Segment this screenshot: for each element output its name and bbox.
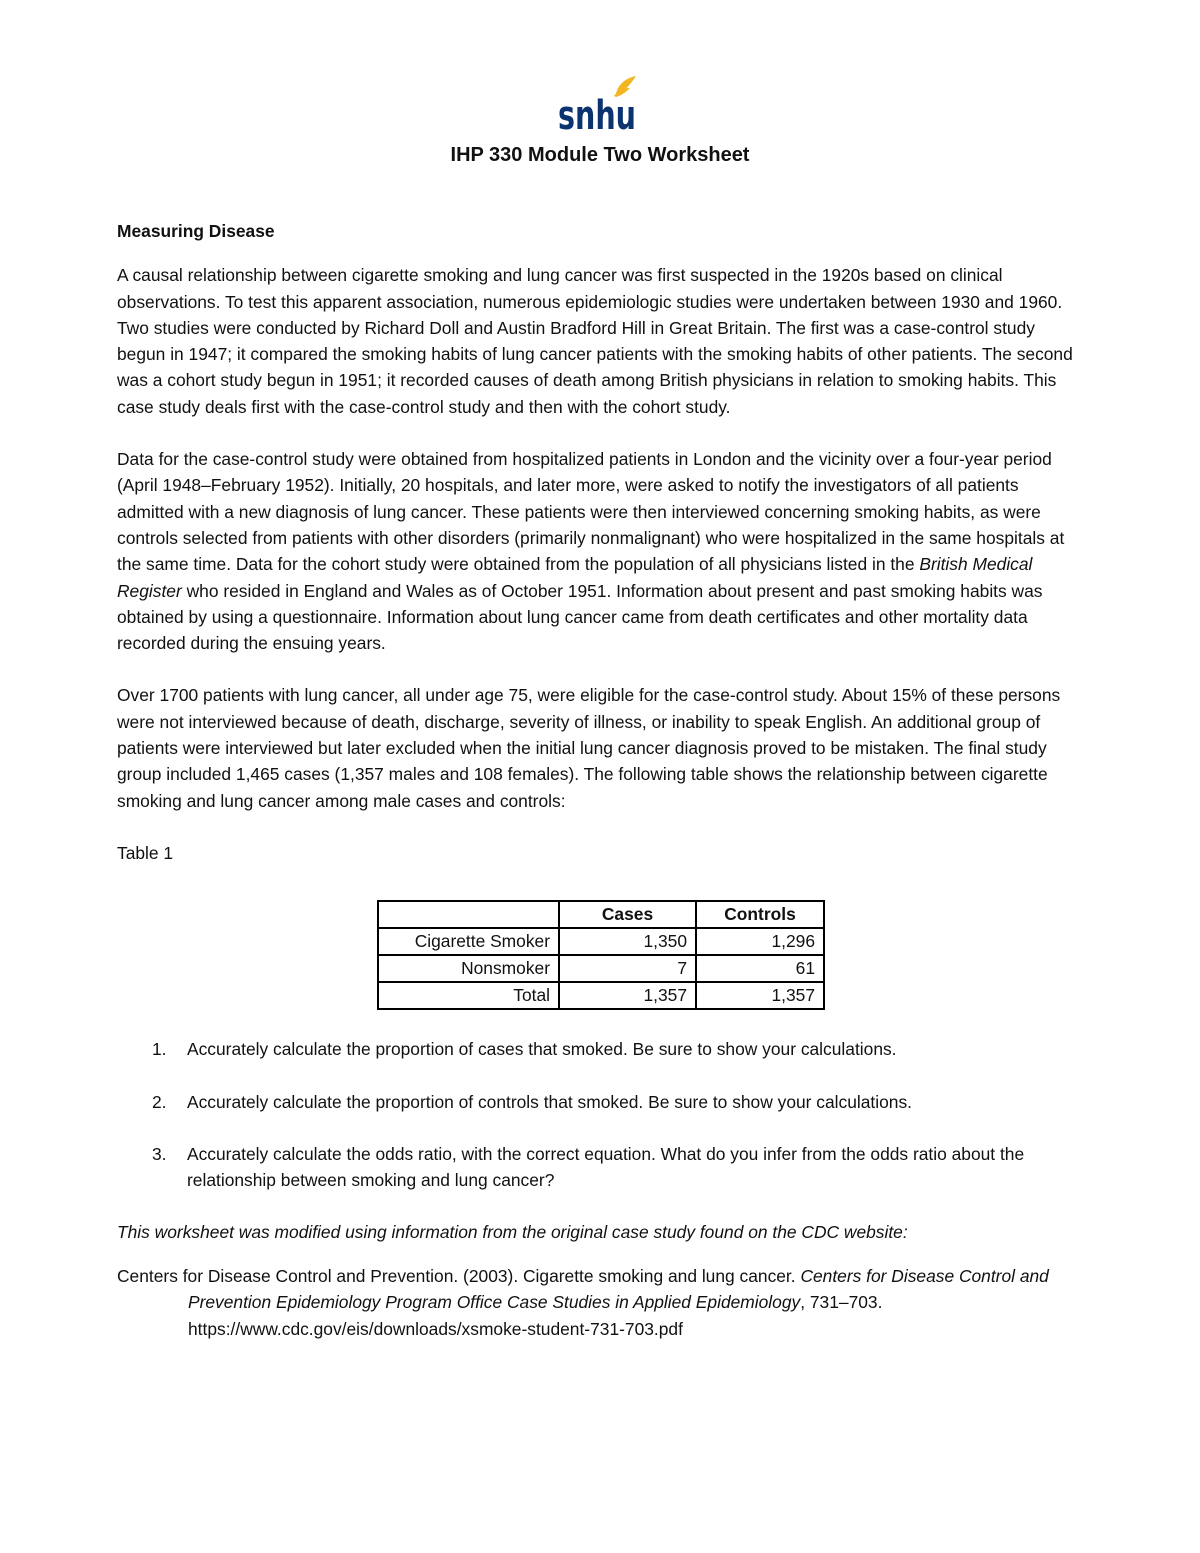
- row-label: Cigarette Smoker: [378, 928, 559, 955]
- cases-cell: 1,357: [559, 982, 696, 1009]
- question-item: [117, 1141, 1087, 1194]
- study-group-paragraph: Over 1700 patients with lung cancer, all under age 75, were eligible for the case-control study. About 15% of these persons were not interviewed because of death, discharge, severity of illness, or inability to speak English. An additional group of patients were interviewed but later excluded when the initial lung cancer diagnosis proved to be mistaken. The final study group included 1,465 cases (1,357 males and 108 females). The following table shows the relationship between cigarette smoking and lung cancer among male cases and controls:: [117, 685, 1061, 811]
- question-text: Accurately calculate the proportion of controls that smoked. Be sure to show your calculations.: [187, 1091, 912, 1112]
- question-number: 1.: [152, 1039, 167, 1060]
- data-paragraph-text-2: who resided in England and Wales as of October 1951. Information about present and past smoking habits was obtained by using a questionnaire. Information about lung cancer came from death certificates and other mortality data recorded during the ensuing years.: [117, 580, 1043, 654]
- citation-source-title: Centers for Disease Control and Prevention Epidemiology Program Office Case Studies in Applied Epidemiology: [188, 1266, 1049, 1313]
- data-paragraph: [117, 446, 1087, 656]
- logo-text: snhu: [558, 93, 636, 139]
- citation-text-2: , 731–703. https://www.cdc.gov/eis/downloads/xsmoke-student-731-703.pdf: [188, 1292, 883, 1339]
- question-number: 3.: [152, 1143, 167, 1164]
- document-body: [117, 218, 1087, 1359]
- table-header-row: [378, 901, 824, 928]
- question-text: Accurately calculate the odds ratio, with the correct equation. What do you infer from the odds ratio about the relationship between smoking and lung cancer?: [187, 1143, 1025, 1191]
- controls-cell: 61: [696, 955, 824, 982]
- data-paragraph-text-1: Data for the case-control study were obtained from hospitalized patients in London and the vicinity over a four-year period (April 1948–February 1952). Initially, 20 hospitals, and later more, were asked to notify the investigators of all patients admitted with a new diagnosis of lung cancer. These patients were then interviewed concerning smoking habits, as were controls selected from patients with other disorders (primarily nonmalignant) who were hospitalized in the same hospitals at the same time. Data for the cohort study were obtained from the population of all physicians listed in the: [117, 449, 1065, 575]
- table-row: [378, 982, 824, 1009]
- question-list: [117, 1036, 1087, 1193]
- table-header-blank: [378, 901, 559, 928]
- controls-cell: 1,357: [696, 982, 824, 1009]
- table-header-cases: Cases: [559, 901, 696, 928]
- question-text: Accurately calculate the proportion of cases that smoked. Be sure to show your calculations.: [187, 1039, 897, 1060]
- question-item: [117, 1089, 1087, 1115]
- table-header-controls: Controls: [696, 901, 824, 928]
- section-heading: Measuring Disease: [117, 221, 275, 241]
- snhu-logo: [556, 74, 640, 139]
- citation: [117, 1263, 1087, 1342]
- row-label: Nonsmoker: [378, 955, 559, 982]
- citation-text-1: Centers for Disease Control and Prevention. (2003). Cigarette smoking and lung cancer.: [117, 1266, 801, 1287]
- table-row: [378, 928, 824, 955]
- table-caption: Table 1: [117, 842, 174, 863]
- register-title: British Medical Register: [117, 554, 1033, 601]
- question-number: 2.: [152, 1091, 167, 1112]
- smoking-table: [377, 900, 825, 1010]
- document-title: IHP 330 Module Two Worksheet: [450, 144, 750, 166]
- cases-cell: 1,350: [559, 928, 696, 955]
- row-label: Total: [378, 982, 559, 1009]
- controls-cell: 1,296: [696, 928, 824, 955]
- question-item: [117, 1036, 1087, 1062]
- table-row: [378, 955, 824, 982]
- source-note: This worksheet was modified using information from the original case study found on the CDC website:: [117, 1222, 908, 1243]
- cases-cell: 7: [559, 955, 696, 982]
- intro-paragraph: A causal relationship between cigarette smoking and lung cancer was first suspected in the 1920s based on clinical observations. To test this apparent association, numerous epidemiologic studies were undertaken between 1930 and 1960. Two studies were conducted by Richard Doll and Austin Bradford Hill in Great Britain. The first was a case-control study begun in 1947; it compared the smoking habits of lung cancer patients with the smoking habits of other patients. The second was a cohort study begun in 1951; it recorded causes of death among British physicians in relation to smoking habits. This case study deals first with the case-control study and then with the cohort study.: [117, 265, 1073, 417]
